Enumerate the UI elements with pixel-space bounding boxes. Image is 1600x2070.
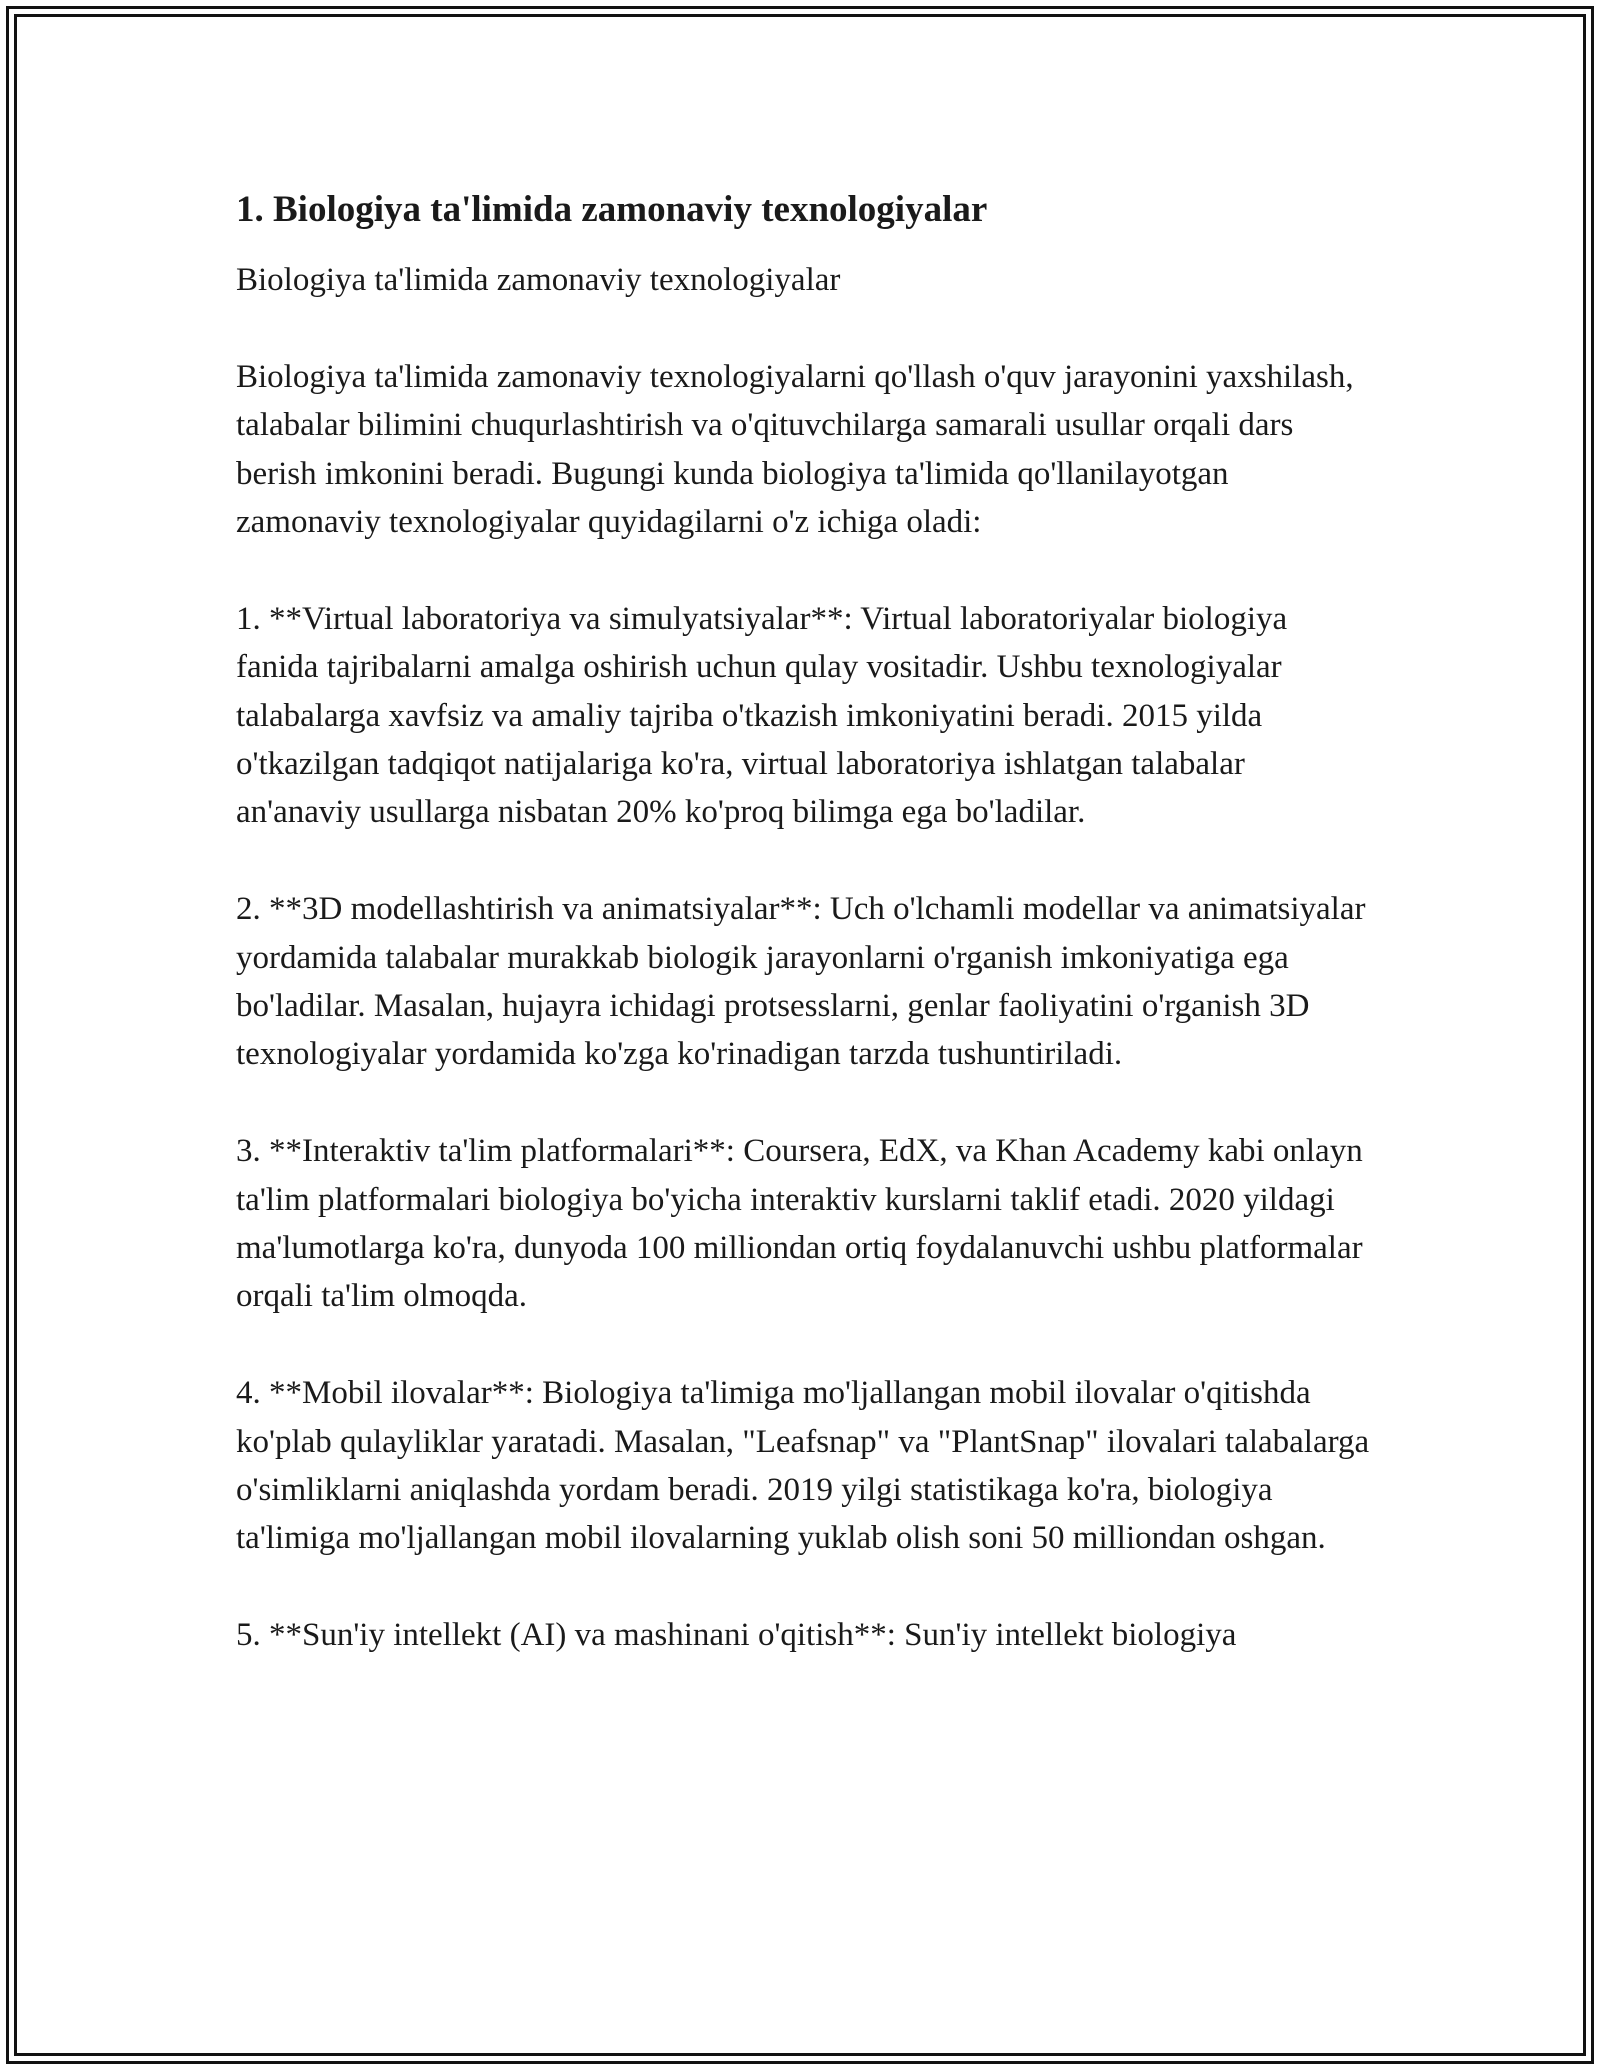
list-item-mobile-apps: 4. **Mobil ilovalar**: Biologiya ta'limiga mo'ljallangan mobil ilovalar o'qitishda ko'plab qulayliklar yaratadi. Masalan, "Leafsnap" va "PlantSnap" ilovalari talabalarga o'simliklarni aniqlashda yordam beradi. 2019 yilgi statistikaga ko'ra, biologiya ta'limiga mo'ljallangan mobil ilovalarning yuklab olish soni 50 milliondan oshgan. — [236, 1375, 1370, 1557]
list-item-interactive-platforms: 3. **Interaktiv ta'lim platformalari**: Coursera, EdX, va Khan Academy kabi onlayn ta'lim platformalari biologiya bo'yicha interaktiv kurslarni taklif etadi. 2020 yildagi ma'lumotlarga ko'ra, dunyoda 100 milliondan ortiq foydalanuvchi ushbu platformalar orqali ta'lim olmoqda. — [236, 1133, 1363, 1315]
list-item-3d-modeling: 2. **3D modellashtirish va animatsiyalar**: Uch o'lchamli modellar va animatsiyalar yordamida talabalar murakkab biologik jarayonlarni o'rganish imkoniyatiga ega bo'ladilar. Masalan, hujayra ichidagi protsesslarni, genlar faoliyatini o'rganish 3D texnologiyalar yordamida ko'zga ko'rinadigan tarzda tushuntiriladi. — [236, 891, 1366, 1073]
document-heading: 1. Biologiya ta'limida zamonaviy texnologiyalar — [236, 189, 988, 230]
document-subtitle: Biologiya ta'limida zamonaviy texnologiyalar — [236, 262, 841, 298]
list-item-ai-ml: 5. **Sun'iy intellekt (AI) va mashinani o'qitish**: Sun'iy intellekt biologiya — [236, 1617, 1237, 1654]
intro-paragraph: Biologiya ta'limida zamonaviy texnologiyalarni qo'llash o'quv jarayonini yaxshilash, talabalar bilimini chuqurlashtirish va o'qituvchilarga samarali usullar orqali dars berish imkonini beradi. Bugungi kunda biologiya ta'limida qo'llanilayotgan zamonaviy texnologiyalar quyidagilarni o'z ichiga oladi: — [236, 358, 1354, 541]
document-body — [236, 186, 1376, 1708]
list-item-virtual-labs: 1. **Virtual laboratoriya va simulyatsiyalar**: Virtual laboratoriyalar biologiya fanida tajribalarni amalga oshirish uchun qulay vositadir. Ushbu texnologiyalar talabalarga xavfsiz va amaliy tajriba o'tkazish imkoniyatini beradi. 2015 yilda o'tkazilgan tadqiqot natijalariga ko'ra, virtual laboratoriya ishlatgan talabalar an'anaviy usullarga nisbatan 20% ko'proq bilimga ega bo'ladilar. — [236, 600, 1288, 831]
